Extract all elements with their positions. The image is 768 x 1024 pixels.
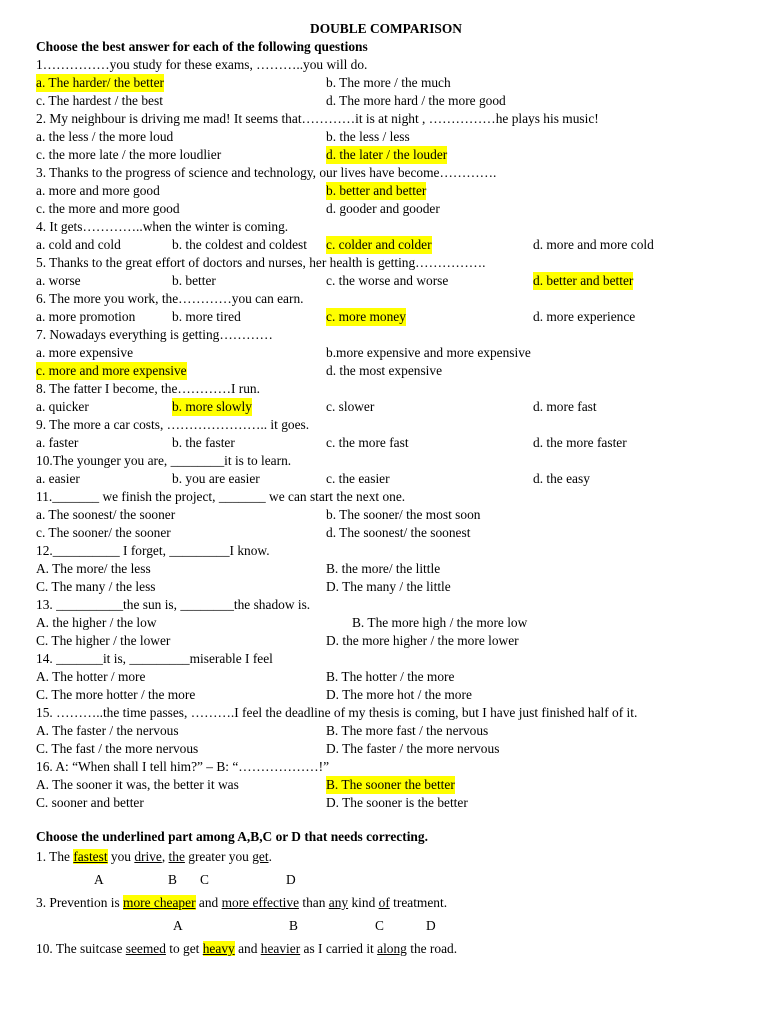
option-row <box>36 686 736 704</box>
question-text: 11._______ we finish the project, _______ we can start the next one. <box>36 489 406 504</box>
answer-option: b. The more / the much <box>326 75 451 90</box>
answer-option: D. The faster / the more nervous <box>326 741 500 756</box>
answer-option-selected: B. The sooner the better <box>326 777 455 792</box>
answer-option: A. The sooner it was, the better it was <box>36 777 239 792</box>
answer-option: C. The more hotter / the more <box>36 687 196 702</box>
option-row <box>36 74 736 92</box>
answer-option: a. more expensive <box>36 345 134 360</box>
underlined-part: more effective <box>221 895 300 910</box>
answer-option: b. the coldest and coldest <box>172 237 307 252</box>
question-text: 3. Thanks to the progress of science and technology, our lives have become…………. <box>36 165 497 180</box>
answer-option: b. you are easier <box>172 471 260 486</box>
question-text: 4. It gets…………..when the winter is coming. <box>36 219 289 234</box>
underlined-part-error: fastest <box>73 849 108 864</box>
worksheet <box>36 20 736 960</box>
answer-option: b. the less / less <box>326 129 410 144</box>
sentence-text: and <box>195 895 222 910</box>
answer-option: d. The soonest/ the soonest <box>326 525 471 540</box>
question-text: 8. The fatter I become, the…………I run. <box>36 381 260 396</box>
answer-option: c. The hardest / the best <box>36 93 163 108</box>
option-row <box>36 470 736 488</box>
underlined-part: drive <box>134 849 162 864</box>
question-text: 7. Nowadays everything is getting………… <box>36 327 273 342</box>
sentence-text: to get <box>165 941 203 956</box>
sentence-text: . <box>268 849 272 864</box>
answer-option: D. The many / the little <box>326 579 451 594</box>
question-text: 9. The more a car costs, ………………….. it goes. <box>36 417 310 432</box>
choice-letter: B <box>168 872 177 887</box>
question-text: 2. My neighbour is driving me mad! It seems that…………it is at night , ……………he plays his music! <box>36 111 599 126</box>
sentence-text: you <box>107 849 135 864</box>
sentence-text: 3. Prevention is <box>36 895 124 910</box>
answer-option-selected: d. the later / the louder <box>326 147 448 162</box>
choice-letter: B <box>289 918 298 933</box>
sentence-text: the road. <box>406 941 458 956</box>
choice-letter: A <box>173 918 183 933</box>
option-row <box>36 92 736 110</box>
answer-option: b. more tired <box>172 309 241 324</box>
question-text: 15. ………..the time passes, ……….I feel the deadline of my thesis is coming, but I have just finished half of it. <box>36 705 638 720</box>
answer-option: A. The hotter / more <box>36 669 146 684</box>
underlined-part-error: heavy <box>202 941 235 956</box>
answer-option-selected: a. The harder/ the better <box>36 75 165 90</box>
answer-option: a. faster <box>36 435 79 450</box>
question-text: 13. __________the sun is, ________the shadow is. <box>36 597 311 612</box>
question-text: 16. A: “When shall I tell him?” – B: “………………!” <box>36 759 330 774</box>
answer-option: a. quicker <box>36 399 89 414</box>
answer-option: A. The faster / the nervous <box>36 723 179 738</box>
option-row <box>36 236 736 254</box>
option-row <box>36 722 736 740</box>
answer-option: a. easier <box>36 471 80 486</box>
option-row <box>36 272 736 290</box>
answer-option: C. The many / the less <box>36 579 156 594</box>
correction-list <box>36 846 736 960</box>
sentence-text: kind <box>348 895 379 910</box>
option-row <box>36 776 736 794</box>
question-text: 14. _______it is, _________miserable I feel <box>36 651 273 666</box>
sentence-text: 1. The <box>36 849 74 864</box>
correction-sentence <box>36 938 736 960</box>
answer-option-selected: b. more slowly <box>172 399 252 414</box>
sentence-text: , <box>161 849 169 864</box>
underlined-part: of <box>378 895 390 910</box>
choice-letter: C <box>200 872 209 887</box>
answer-option: a. more promotion <box>36 309 136 324</box>
option-row <box>36 506 736 524</box>
underlined-part-error: more cheaper <box>123 895 196 910</box>
underlined-part: get <box>252 849 269 864</box>
choice-letters-row <box>36 868 736 892</box>
answer-option: B. The more fast / the nervous <box>326 723 489 738</box>
answer-option: d. The more hard / the more good <box>326 93 506 108</box>
question-text: 1……………you study for these exams, ………..you will do. <box>36 57 368 72</box>
answer-option: a. worse <box>36 273 81 288</box>
option-row <box>36 524 736 542</box>
question-text: 10.The younger you are, ________it is to learn. <box>36 453 292 468</box>
option-row <box>36 200 736 218</box>
option-row <box>36 632 736 650</box>
answer-option: d. more and more cold <box>533 237 654 252</box>
answer-option: a. The soonest/ the sooner <box>36 507 176 522</box>
answer-option-selected: b. better and better <box>326 183 427 198</box>
answer-option: b.more expensive and more expensive <box>326 345 531 360</box>
option-row <box>36 668 736 686</box>
choice-letter: D <box>426 918 436 933</box>
answer-option: b. better <box>172 273 216 288</box>
answer-option-selected: c. more and more expensive <box>36 363 187 378</box>
correction-sentence <box>36 846 736 868</box>
answer-option: C. sooner and better <box>36 795 144 810</box>
answer-option-selected: c. more money <box>326 309 406 324</box>
section-heading-multiple-choice: Choose the best answer for each of the following questions <box>36 39 368 54</box>
answer-option: d. more experience <box>533 309 636 324</box>
option-row <box>36 578 736 596</box>
option-row <box>36 740 736 758</box>
answer-option: c. the easier <box>326 471 390 486</box>
underlined-part: any <box>328 895 349 910</box>
sentence-text: treatment. <box>389 895 448 910</box>
option-row <box>36 560 736 578</box>
option-row <box>36 398 736 416</box>
answer-option: d. the most expensive <box>326 363 443 378</box>
answer-option: d. gooder and gooder <box>326 201 440 216</box>
question-text: 5. Thanks to the great effort of doctors and nurses, her health is getting……………. <box>36 255 486 270</box>
underlined-part: the <box>168 849 185 864</box>
answer-option: b. The sooner/ the most soon <box>326 507 481 522</box>
answer-option: a. more and more good <box>36 183 160 198</box>
option-row <box>36 344 736 362</box>
answer-option: D. The sooner is the better <box>326 795 468 810</box>
question-text: 6. The more you work, the…………you can earn. <box>36 291 304 306</box>
answer-option: B. The more high / the more low <box>352 615 528 630</box>
answer-option: D. The more hot / the more <box>326 687 472 702</box>
underlined-part: heavier <box>260 941 301 956</box>
option-row <box>36 182 736 200</box>
question-text: 12.__________ I forget, _________I know. <box>36 543 270 558</box>
option-row <box>36 308 736 326</box>
answer-option: C. The higher / the lower <box>36 633 171 648</box>
answer-option: c. The sooner/ the sooner <box>36 525 171 540</box>
answer-option: c. the more late / the more loudlier <box>36 147 222 162</box>
correction-sentence <box>36 892 736 914</box>
sentence-text: than <box>299 895 329 910</box>
answer-option: A. The more/ the less <box>36 561 151 576</box>
sentence-text: and <box>234 941 261 956</box>
answer-option: d. more fast <box>533 399 597 414</box>
choice-letter: C <box>375 918 384 933</box>
section-heading-error-correction: Choose the underlined part among A,B,C or D that needs correcting. <box>36 829 428 844</box>
answer-option: c. the more and more good <box>36 201 180 216</box>
choice-letter: D <box>286 872 296 887</box>
answer-option: c. slower <box>326 399 375 414</box>
answer-option: B. The hotter / the more <box>326 669 455 684</box>
answer-option: c. the more fast <box>326 435 409 450</box>
answer-option: D. the more higher / the more lower <box>326 633 519 648</box>
option-row <box>36 614 736 632</box>
choice-letter: A <box>94 872 104 887</box>
answer-option: C. The fast / the more nervous <box>36 741 199 756</box>
answer-option: d. the more faster <box>533 435 627 450</box>
page-title: DOUBLE COMPARISON <box>310 21 462 36</box>
question-list <box>36 56 736 812</box>
sentence-text: 10. The suitcase <box>36 941 126 956</box>
option-row <box>36 434 736 452</box>
answer-option: a. cold and cold <box>36 237 121 252</box>
answer-option-selected: c. colder and colder <box>326 237 432 252</box>
sentence-text: greater you <box>184 849 253 864</box>
option-row <box>36 362 736 380</box>
option-row <box>36 146 736 164</box>
option-row <box>36 794 736 812</box>
answer-option: c. the worse and worse <box>326 273 449 288</box>
answer-option: B. the more/ the little <box>326 561 441 576</box>
answer-option: b. the faster <box>172 435 235 450</box>
answer-option: a. the less / the more loud <box>36 129 174 144</box>
underlined-part: seemed <box>125 941 166 956</box>
answer-option-selected: d. better and better <box>533 273 634 288</box>
underlined-part: along <box>377 941 407 956</box>
choice-letters-row <box>36 914 736 938</box>
answer-option: A. the higher / the low <box>36 615 157 630</box>
sentence-text: as I carried it <box>300 941 378 956</box>
answer-option: d. the easy <box>533 471 590 486</box>
option-row <box>36 128 736 146</box>
